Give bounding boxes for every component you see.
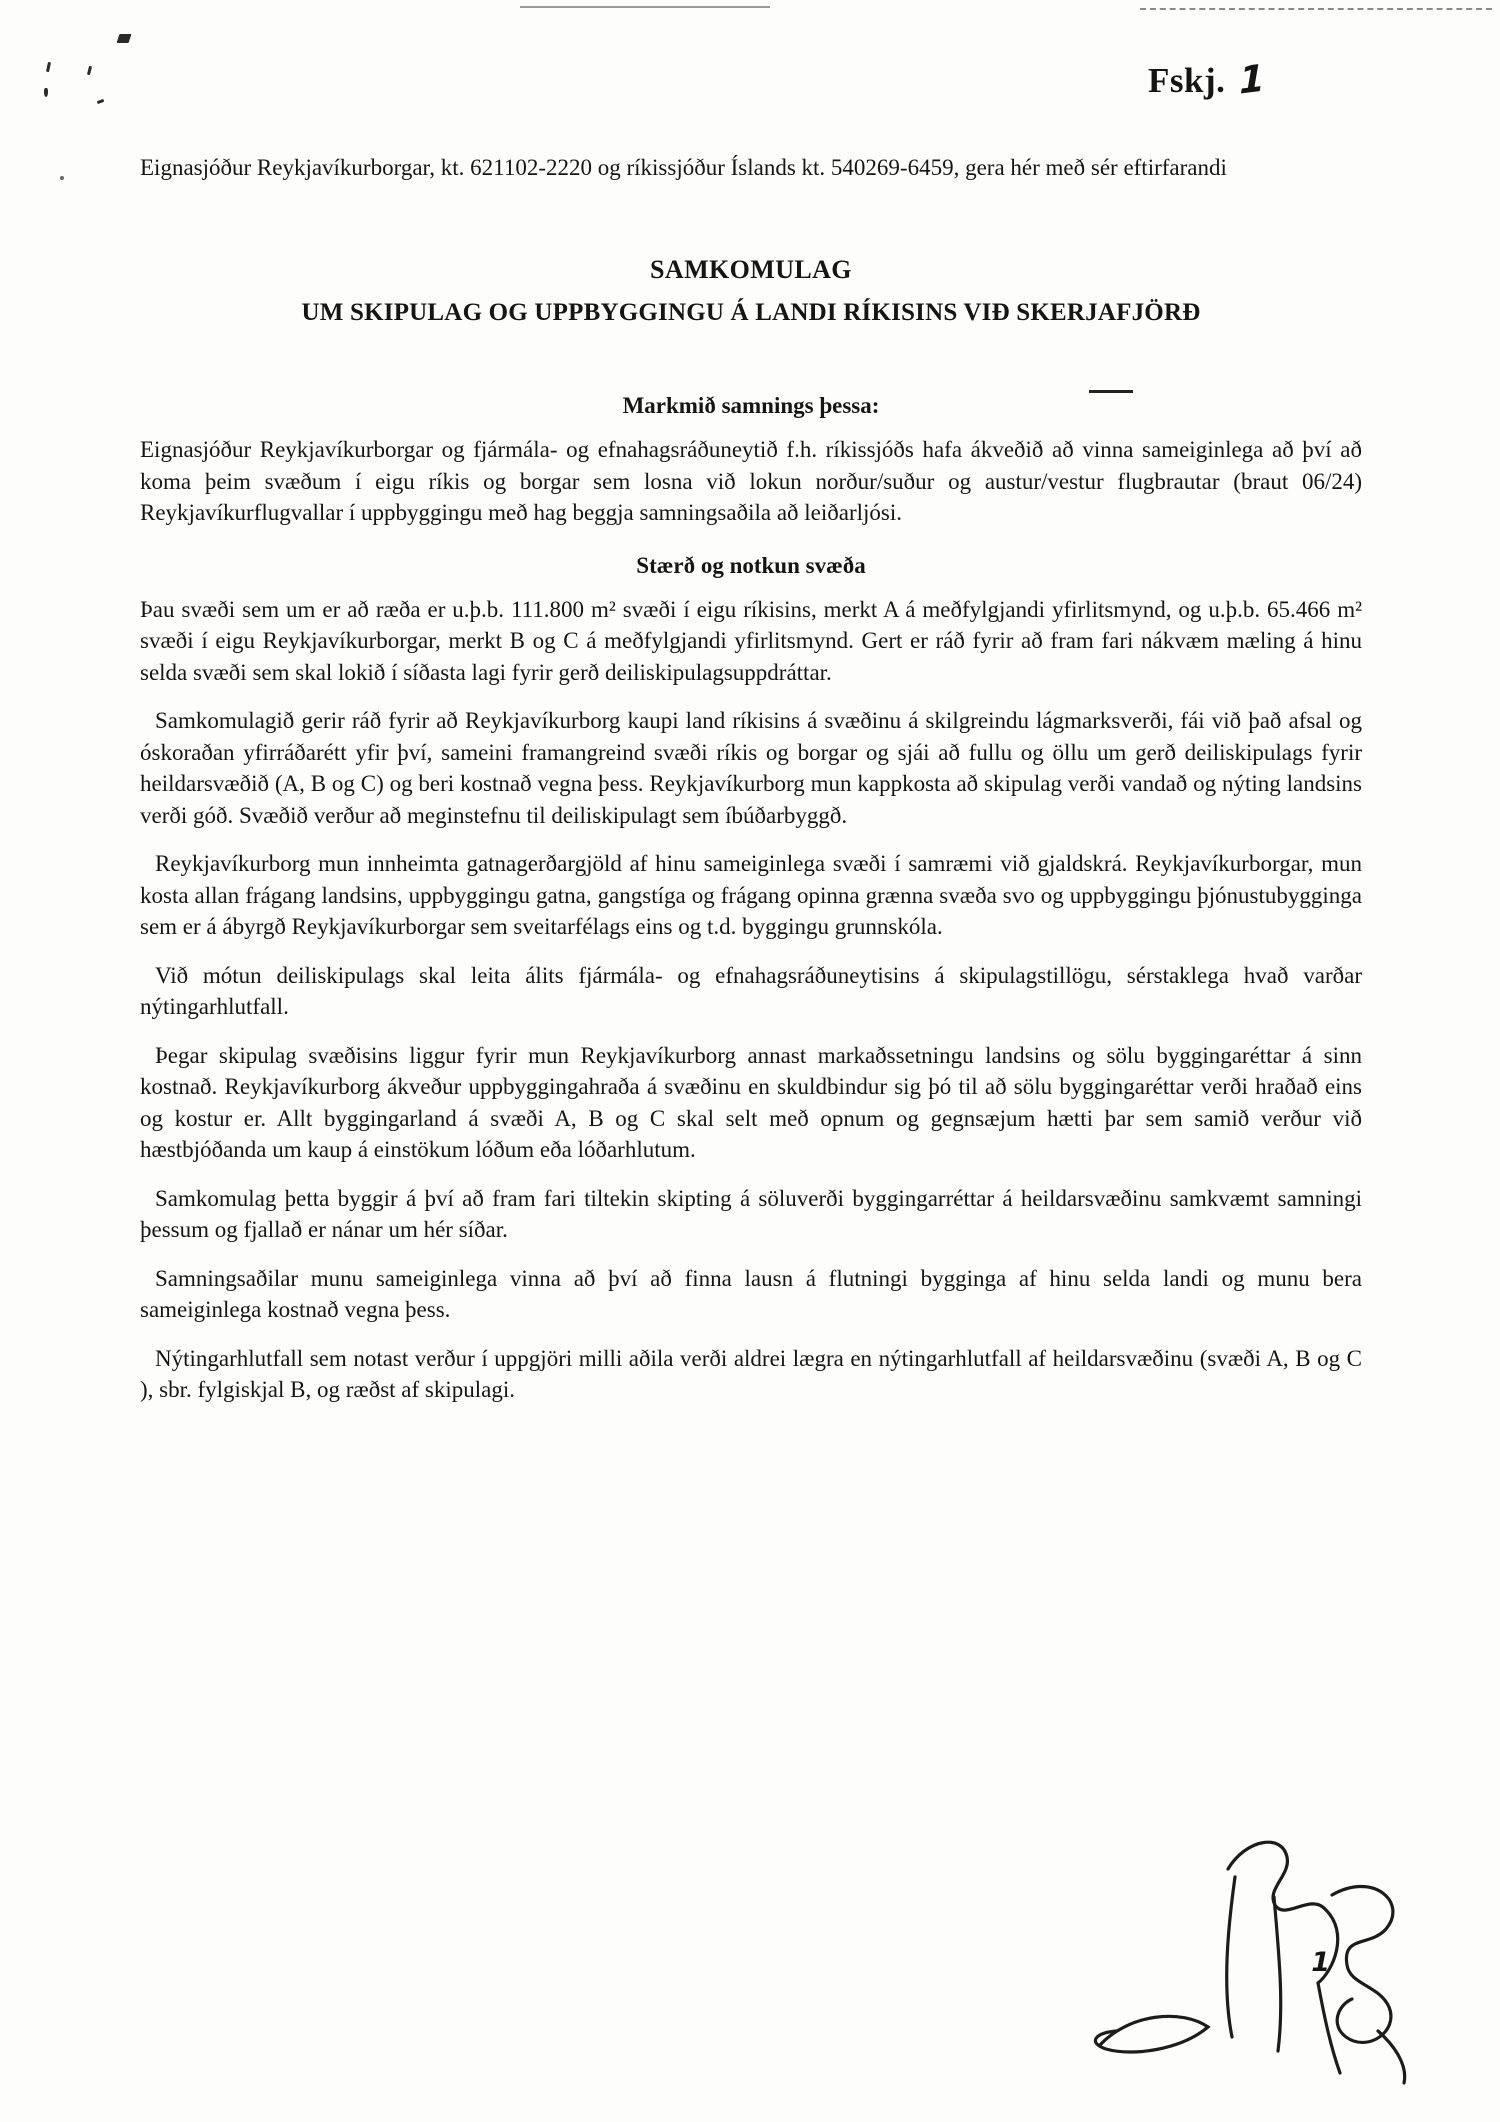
paragraph-staerd-8: Nýtingarhlutfall sem notast verður í uppgjöri milli aðila verði aldrei lægra en nýtingarhlutfall af heildarsvæðinu (svæði A, B og C ), sbr. fylgiskjal B, og ræðst af skipulagi. <box>140 1345 1362 1402</box>
title-block <box>140 255 1362 327</box>
signature-scribble-icon <box>1078 1831 1448 2096</box>
fskj-label: Fskj. <box>1148 61 1226 100</box>
scan-artifact-speck <box>46 62 51 72</box>
paragraph-staerd-2: Samkomulagið gerir ráð fyrir að Reykjavíkurborg kaupi land ríkisins á svæðinu á skilgreindu lágmarksverði, fái við það afsal og óskoraðan yfirráðarétt yfir því, sameini framangreind svæði ríkis og borgar og sjái að fullu og öllu um gerð deiliskipulags fyrir heildarsvæðið (A, B og C) og beri kostnað vegna þess. Reykjavíkurborg mun kappkosta að skipulag verði vandað og nýting landsins verði góð. Svæðið verður að meginstefnu til deiliskipulagt sem íbúðarbyggð. <box>140 708 1362 828</box>
document-body <box>140 152 1362 1406</box>
paragraph-staerd-7: Samningsaðilar munu sameiginlega vinna að því að finna lausn á flutningi bygginga af hinu selda landi og munu bera sameiginlega kostnað vegna þess. <box>140 1265 1362 1322</box>
intro-paragraph: Eignasjóður Reykjavíkurborgar, kt. 621102-2220 og ríkissjóður Íslands kt. 540269-6459, gera hér með sér eftirfarandi <box>140 155 1227 180</box>
section-heading-staerd: Stærð og notkun svæða <box>636 552 866 578</box>
scan-artifact-speck <box>60 176 64 180</box>
section-heading-markmid: Markmið samnings þessa: <box>622 393 880 418</box>
document-title: SAMKOMULAG <box>650 255 852 284</box>
paragraph-staerd-1: Þau svæði sem um er að ræða er u.þ.b. 111.800 m² svæði í eigu ríkisins, merkt A á meðfylgjandi yfirlitsmynd, og u.þ.b. 65.466 m² svæði í eigu Reykjavíkurborgar, merkt B og C á meðfylgjandi yfirlitsmynd. Gert er ráð fyrir að fram fari nákvæm mæling á hinu selda svæði sem skal lokið í síðasta lagi fyrir gerð deiliskipulagsuppdráttar. <box>140 596 1362 685</box>
paragraph-staerd-4: Við mótun deiliskipulags skal leita álits fjármála- og efnahagsráðuneytisins á skipulagstillögu, sérstaklega hvað varðar nýtingarhlutfall. <box>140 962 1362 1019</box>
handwritten-signature <box>1078 1831 1448 2096</box>
paragraph-staerd-3: Reykjavíkurborg mun innheimta gatnagerðargjöld af hinu sameiginlega svæði í samræmi við gjaldskrá. Reykjavíkurborgar, mun kosta allan frágang landsins, uppbyggingu gatna, gangstíga og frágang opinna grænna svæða svo og uppbyggingu þjónustubygginga sem er á ábyrgð Reykjavíkurborgar sem sveitarfélags eins og t.d. byggingu grunnskóla. <box>140 851 1362 939</box>
scan-artifact-speck <box>97 99 105 104</box>
scan-artifact-dashed-line <box>1140 8 1492 10</box>
handwritten-page-number: 1 <box>1311 1947 1330 1978</box>
fskj-number-handwritten: 1 <box>1239 56 1266 103</box>
scan-artifact-line <box>520 6 770 8</box>
scan-artifact-speck <box>44 88 48 97</box>
paragraph-markmid: Eignasjóður Reykjavíkurborgar og fjármála- og efnahagsráðuneytið f.h. ríkissjóðs hafa ákveðið að vinna sameiginlega að því að koma þeim svæðum í eigu ríkis og borgar sem losna við lokun norður/suður og austur/vestur flugbrautar (braut 06/24) Reykjavíkurflugvallar í uppbyggingu með hag beggja samningsaðila að leiðarljósi. <box>140 437 1362 525</box>
paragraph-staerd-5: Þegar skipulag svæðisins liggur fyrir mun Reykjavíkurborg annast markaðssetningu landsins og sölu byggingaréttar á sinn kostnað. Reykjavíkurborg ákveður uppbyggingahraða á svæðinu en skuldbindur sig þó til að sölu byggingaréttar verði hraðað eins og kostur er. Allt byggingarland á svæði A, B og C skal selt með opnum og gegnsæjum hætti þar sem samið verður við hæstbjóðanda um kaup á einstökum lóðum eða lóðarhlutum. <box>140 1042 1362 1162</box>
document-subtitle: UM SKIPULAG OG UPPBYGGINGU Á LANDI RÍKISINS VIÐ SKERJAFJÖRÐ <box>301 299 1201 326</box>
paragraph-staerd-6: Samkomulag þetta byggir á því að fram fari tiltekin skipting á söluverði byggingarréttar á heildarsvæðinu samkvæmt samningi þessum og fjallað er nánar um hér síðar. <box>140 1185 1362 1242</box>
scan-artifact-speck <box>117 34 132 43</box>
scan-artifact-speck <box>87 66 92 75</box>
attachment-annotation <box>1148 58 1266 101</box>
